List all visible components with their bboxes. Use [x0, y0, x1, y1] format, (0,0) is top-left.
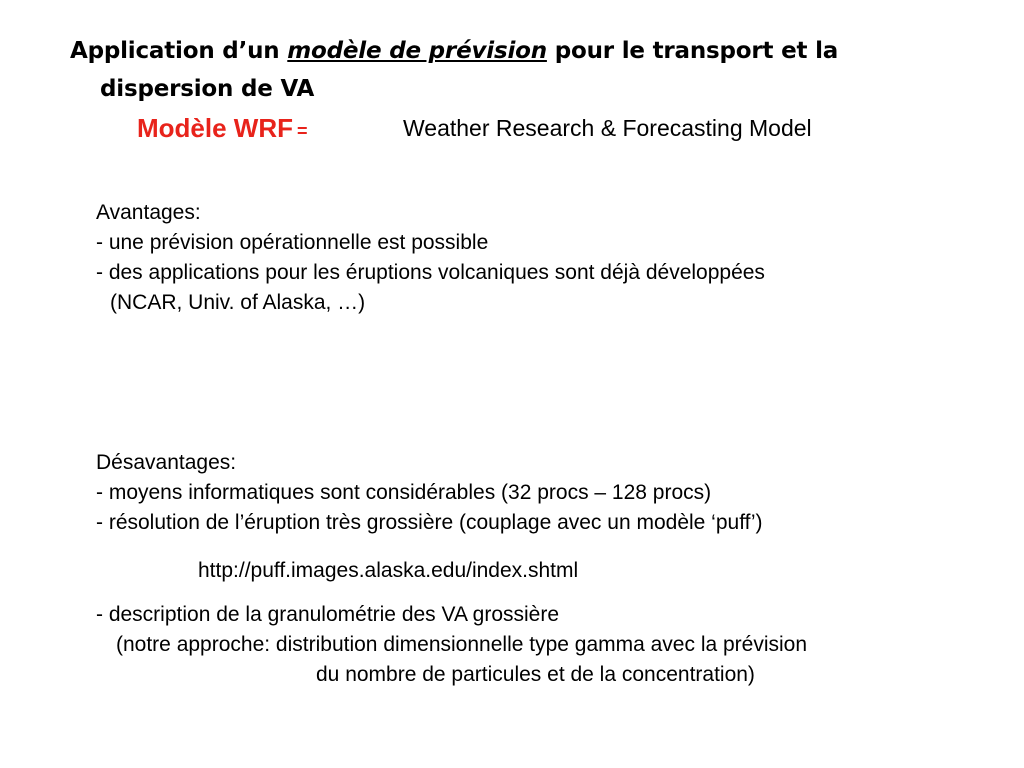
title-line2: dispersion de VA — [100, 76, 315, 102]
title-suffix: pour le transport et la — [546, 38, 839, 64]
advantages-section — [96, 198, 765, 318]
advantage-item: - des applications pour les éruptions volcaniques sont déjà développées — [96, 261, 765, 284]
disadvantage-item: - résolution de l’éruption très grossière (couplage avec un modèle ‘puff’) — [96, 511, 763, 534]
title-emphasis: modèle de prévision — [287, 38, 547, 64]
slide-title — [70, 32, 970, 108]
disadvantage-item: - moyens informatiques sont considérables (32 procs – 128 procs) — [96, 481, 712, 504]
advantage-item: - une prévision opérationnelle est possible — [96, 231, 489, 254]
wrf-equals: = — [297, 121, 308, 141]
title-prefix: Application d’un — [70, 38, 288, 64]
disadvantage-item: - description de la granulométrie des VA grossière — [96, 603, 560, 626]
wrf-label — [137, 113, 308, 144]
advantages-heading: Avantages: — [96, 201, 201, 224]
disadvantages-heading: Désavantages: — [96, 451, 237, 474]
puff-url[interactable]: http://puff.images.alaska.edu/index.shtml — [198, 559, 579, 582]
disadvantage-item-note: du nombre de particules et de la concentration) — [316, 663, 755, 686]
wrf-name: Modèle WRF — [137, 113, 293, 143]
advantage-item-note: (NCAR, Univ. of Alaska, …) — [110, 291, 366, 314]
disadvantage-item-note: (notre approche: distribution dimensionnelle type gamma avec la prévision — [116, 633, 808, 656]
disadvantages-section — [96, 448, 763, 538]
wrf-full-name: Weather Research & Forecasting Model — [403, 115, 812, 141]
disadvantages-extra — [96, 600, 807, 690]
